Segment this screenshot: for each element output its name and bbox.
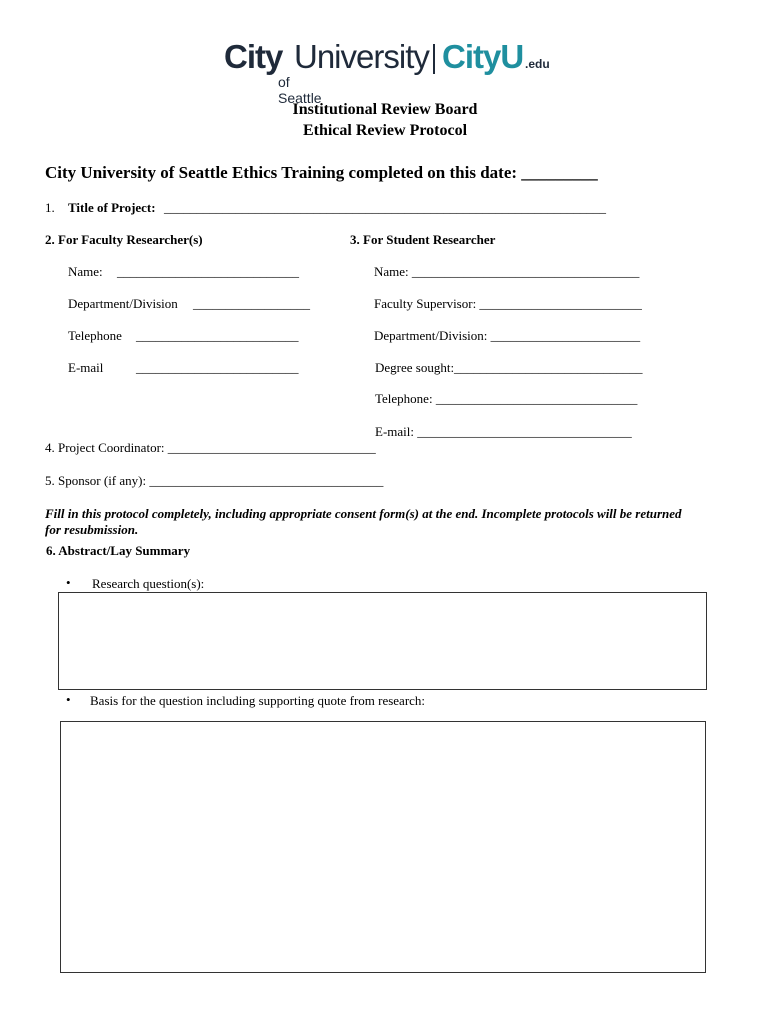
logo-city-text: City bbox=[224, 38, 283, 75]
sponsor-field[interactable]: 5. Sponsor (if any): ____________________________________ bbox=[45, 473, 384, 488]
basis-label: Basis for the question including supporting quote from research: bbox=[90, 693, 426, 708]
item1-number: 1. bbox=[45, 200, 55, 215]
instruction-note: Fill in this protocol completely, including appropriate consent form(s) at the end. Incomplete protocols will be returned for resubmission. bbox=[45, 506, 682, 537]
student-supervisor-field[interactable]: Faculty Supervisor: _________________________ bbox=[374, 296, 642, 311]
faculty-email-label: E-mail bbox=[68, 360, 104, 375]
research-question-label: Research question(s): bbox=[92, 576, 205, 591]
faculty-dept-label: Department/Division bbox=[68, 296, 178, 311]
student-phone-field[interactable]: Telephone: _______________________________ bbox=[375, 391, 638, 406]
faculty-name-label: Name: bbox=[68, 264, 103, 279]
abstract-heading: 6. Abstract/Lay Summary bbox=[46, 543, 191, 558]
faculty-dept-field[interactable]: __________________ bbox=[193, 296, 310, 311]
training-date-line[interactable]: City University of Seattle Ethics Training completed on this date: _________ bbox=[45, 163, 598, 182]
logo-divider bbox=[433, 44, 435, 74]
faculty-phone-field[interactable]: _________________________ bbox=[136, 328, 299, 343]
project-coordinator-field[interactable]: 4. Project Coordinator: ________________________________ bbox=[45, 440, 376, 455]
logo-cityu-text: CityU bbox=[442, 38, 524, 75]
student-heading: 3. For Student Researcher bbox=[350, 232, 496, 247]
faculty-phone-label: Telephone bbox=[68, 328, 122, 343]
header-line2: Ethical Review Protocol bbox=[302, 122, 468, 139]
bullet-dot: • bbox=[66, 575, 71, 590]
student-degree-field[interactable]: Degree sought:_____________________________ bbox=[375, 360, 643, 375]
faculty-name-field[interactable]: ____________________________ bbox=[117, 264, 299, 279]
student-email-field[interactable]: E-mail: _________________________________ bbox=[375, 424, 632, 439]
logo-of-seattle-text: of Seattle bbox=[278, 74, 322, 106]
student-name-field[interactable]: Name: ___________________________________ bbox=[374, 264, 640, 279]
basis-box[interactable] bbox=[60, 721, 706, 973]
logo-university-text: University bbox=[294, 38, 429, 75]
logo-edu-text: .edu bbox=[525, 57, 550, 71]
bullet-dot: • bbox=[66, 692, 71, 707]
project-title-label: Title of Project: bbox=[68, 200, 156, 215]
header-line1: Institutional Review Board bbox=[292, 101, 478, 118]
research-question-box[interactable] bbox=[58, 592, 707, 690]
student-dept-field[interactable]: Department/Division: _______________________ bbox=[374, 328, 641, 343]
faculty-heading: 2. For Faculty Researcher(s) bbox=[45, 232, 203, 247]
project-title-field[interactable]: ____________________________________________________________________ bbox=[164, 200, 606, 215]
faculty-email-field[interactable]: _________________________ bbox=[136, 360, 299, 375]
